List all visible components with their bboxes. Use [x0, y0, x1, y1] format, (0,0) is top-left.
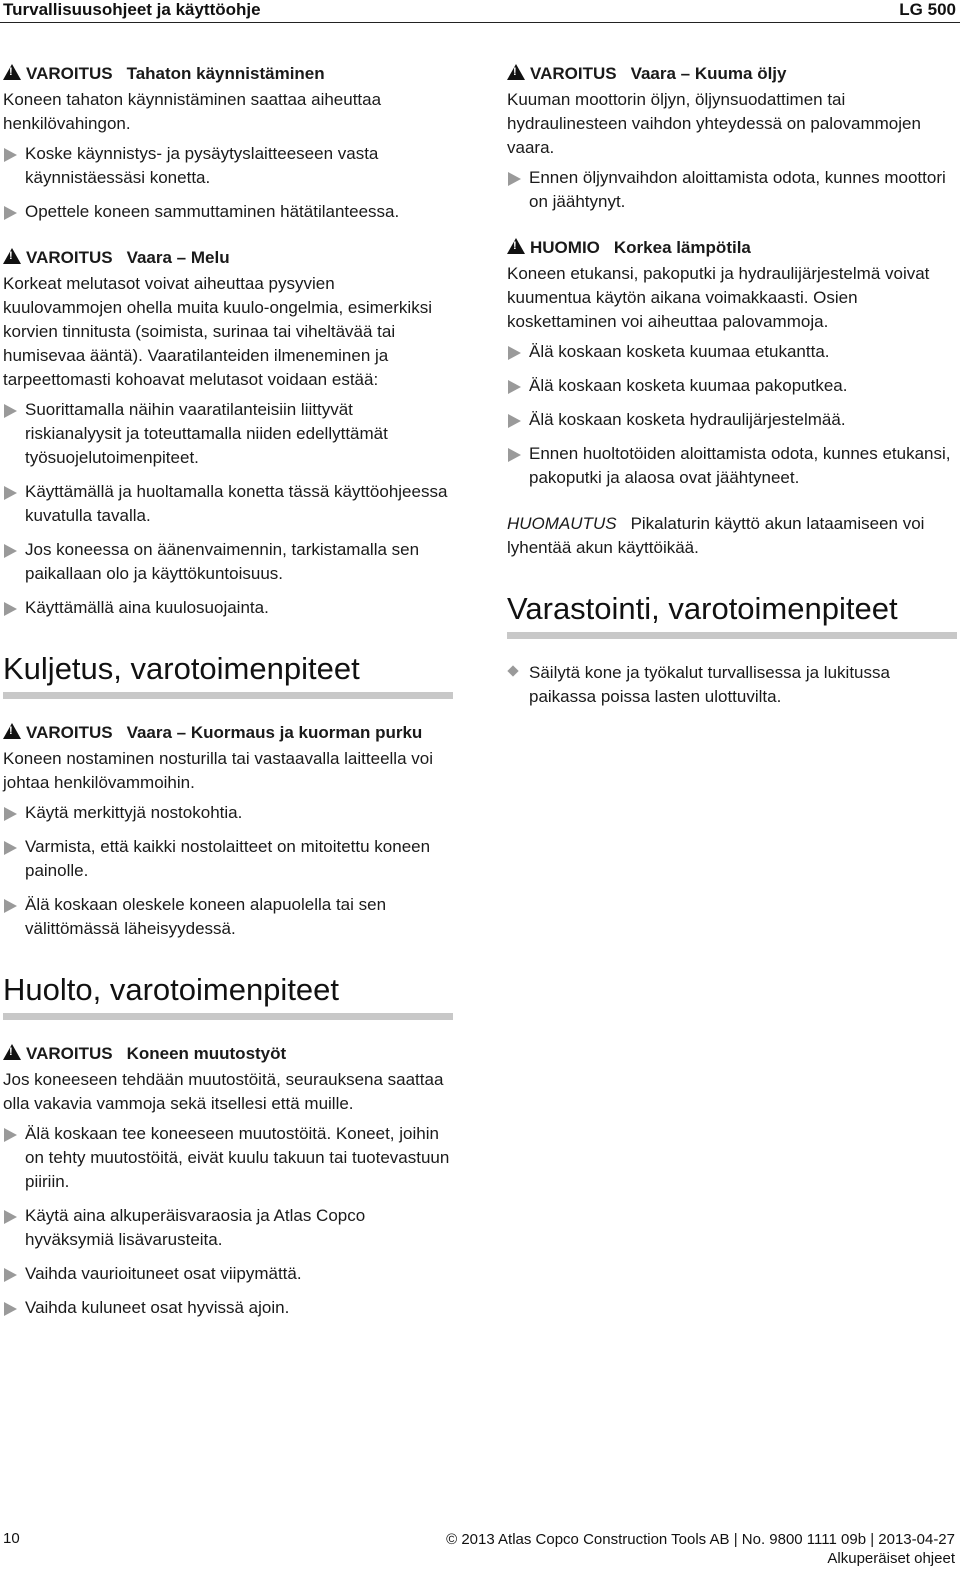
diamond-bullet-icon: [507, 665, 518, 676]
warning-title: Vaara – Kuormaus ja kuorman purku: [126, 723, 423, 742]
arrow-bullet-icon: [4, 1210, 17, 1224]
arrow-bullet-icon: [508, 346, 521, 360]
page-header: [0, 0, 960, 23]
list-item: Älä koskaan oleskele koneen alapuolella tai sen välittömässä läheisyydessä.: [3, 893, 453, 941]
arrow-bullet-icon: [508, 448, 521, 462]
note-charger: [507, 512, 957, 560]
arrow-bullet-icon: [4, 602, 17, 616]
caution-high-temperature: [507, 236, 957, 490]
warning-loading: [3, 721, 453, 941]
arrow-bullet-icon: [4, 899, 17, 913]
list-item: Vaihda kuluneet osat hyvissä ajoin.: [3, 1296, 453, 1320]
warning-modifications: [3, 1042, 453, 1320]
warning-body: Koneen etukansi, pakoputki ja hydraulijärjestelmä voivat kuumentua käytön aikana voimakkaasti. Osien koskettaminen voi aiheuttaa palovammoja.: [507, 264, 930, 331]
list-item: Jos koneessa on äänenvaimennin, tarkistamalla sen paikallaan olo ja käyttökuntoisuus.: [3, 538, 453, 586]
list-item: Säilytä kone ja työkalut turvallisessa ja lukitussa paikassa poissa lasten ulottuvilta.: [507, 661, 957, 709]
list-item: Opettele koneen sammuttaminen hätätilanteessa.: [3, 200, 453, 224]
list-item: Varmista, että kaikki nostolaitteet on mitoitettu koneen painolle.: [3, 835, 453, 883]
footer-copyright: © 2013 Atlas Copco Construction Tools AB | No. 9800 1111 09b | 2013-04-27: [446, 1531, 955, 1548]
section-title-maintenance: Huolto, varotoimenpiteet: [3, 971, 453, 1020]
list-item: Älä koskaan kosketa kuumaa pakoputkea.: [507, 374, 957, 398]
caution-keyword: HUOMIO: [530, 238, 600, 257]
warning-title: Tahaton käynnistäminen: [126, 64, 325, 83]
right-column: [507, 62, 957, 709]
warning-triangle-icon: [3, 248, 21, 264]
list-item: Käytä aina alkuperäisvaraosia ja Atlas Copco hyväksymiä lisävarusteita.: [3, 1204, 453, 1252]
list-item: Käytä merkittyjä nostokohtia.: [3, 801, 453, 825]
arrow-bullet-icon: [4, 404, 17, 418]
warning-unintended-start: [3, 62, 453, 224]
note-text: Pikalaturin käyttö akun lataamiseen voi lyhentää akun käyttöikää.: [507, 514, 925, 557]
warning-title: Vaara – Kuuma öljy: [630, 64, 787, 83]
warning-triangle-icon: [3, 64, 21, 80]
header-model: LG 500: [899, 0, 956, 19]
page-number: 10: [3, 1530, 20, 1547]
warning-title: Vaara – Melu: [126, 248, 230, 267]
arrow-bullet-icon: [4, 807, 17, 821]
warning-keyword: VAROITUS: [26, 1044, 113, 1063]
header-title: Turvallisuusohjeet ja käyttöohje: [3, 0, 261, 19]
footer-original: Alkuperäiset ohjeet: [827, 1550, 955, 1567]
warning-keyword: VAROITUS: [530, 64, 617, 83]
left-column: [3, 62, 453, 1320]
list-item: Älä koskaan kosketa hydraulijärjestelmää.: [507, 408, 957, 432]
warning-triangle-icon: [507, 64, 525, 80]
section-title-transport: Kuljetus, varotoimenpiteet: [3, 650, 453, 699]
list-item: Käyttämällä aina kuulosuojainta.: [3, 596, 453, 620]
arrow-bullet-icon: [508, 172, 521, 186]
arrow-bullet-icon: [4, 544, 17, 558]
warning-keyword: VAROITUS: [26, 248, 113, 267]
warning-body: Korkeat melutasot voivat aiheuttaa pysyvien kuulovammojen ohella muita kuulo-ongelmia, esimerkiksi korvien tinnitusta (soimista, surinaa tai viheltävää tai humisevaa ääntä). Vaaratilanteiden ilmeneminen ja tarpeettomasti kohoavat melutasot voidaan estää:: [3, 274, 432, 389]
warning-hot-oil: [507, 62, 957, 214]
list-item: Älä koskaan kosketa kuumaa etukantta.: [507, 340, 957, 364]
warning-body: Koneen nostaminen nosturilla tai vastaavalla laitteella voi johtaa henkilövammoihin.: [3, 749, 433, 792]
list-item: Vaihda vaurioituneet osat viipymättä.: [3, 1262, 453, 1286]
list-item: Suorittamalla näihin vaaratilanteisiin liittyvät riskianalyysit ja toteuttamalla niiden edellyttämät työsuojelutoimenpiteet.: [3, 398, 453, 470]
warning-title: Koneen muutostyöt: [126, 1044, 287, 1063]
arrow-bullet-icon: [508, 414, 521, 428]
warning-keyword: VAROITUS: [26, 64, 113, 83]
section-title-storage: Varastointi, varotoimenpiteet: [507, 590, 957, 639]
warning-keyword: VAROITUS: [26, 723, 113, 742]
warning-triangle-icon: [507, 238, 525, 254]
note-keyword: HUOMAUTUS: [507, 514, 617, 533]
arrow-bullet-icon: [4, 1268, 17, 1282]
warning-title: Korkea lämpötila: [613, 238, 751, 257]
warning-triangle-icon: [3, 1044, 21, 1060]
arrow-bullet-icon: [4, 1302, 17, 1316]
arrow-bullet-icon: [508, 380, 521, 394]
list-item: Ennen huoltotöiden aloittamista odota, kunnes etukansi, pakoputki ja alaosa ovat jäähtyneet.: [507, 442, 957, 490]
list-item: Koske käynnistys- ja pysäytyslaitteeseen vasta käynnistäessäsi konetta.: [3, 142, 453, 190]
arrow-bullet-icon: [4, 486, 17, 500]
arrow-bullet-icon: [4, 841, 17, 855]
list-item: Ennen öljynvaihdon aloittamista odota, kunnes moottori on jäähtynyt.: [507, 166, 957, 214]
warning-body: Koneen tahaton käynnistäminen saattaa aiheuttaa henkilövahingon.: [3, 90, 382, 133]
footer-info: [446, 1530, 955, 1568]
warning-body: Kuuman moottorin öljyn, öljynsuodattimen tai hydraulinesteen vaihdon yhteydessä on palovammojen vaara.: [507, 90, 921, 157]
warning-noise: [3, 246, 453, 620]
list-item: Käyttämällä ja huoltamalla konetta tässä käyttöohjeessa kuvatulla tavalla.: [3, 480, 453, 528]
warning-body: Jos koneeseen tehdään muutostöitä, seurauksena saattaa olla vakavia vammoja sekä itsellesi että muille.: [3, 1070, 444, 1113]
arrow-bullet-icon: [4, 206, 17, 220]
warning-triangle-icon: [3, 723, 21, 739]
arrow-bullet-icon: [4, 1128, 17, 1142]
list-item: Älä koskaan tee koneeseen muutostöitä. Koneet, joihin on tehty muutostöitä, eivät kuulu takuun tai tuotevastuun piiriin.: [3, 1122, 453, 1194]
arrow-bullet-icon: [4, 148, 17, 162]
